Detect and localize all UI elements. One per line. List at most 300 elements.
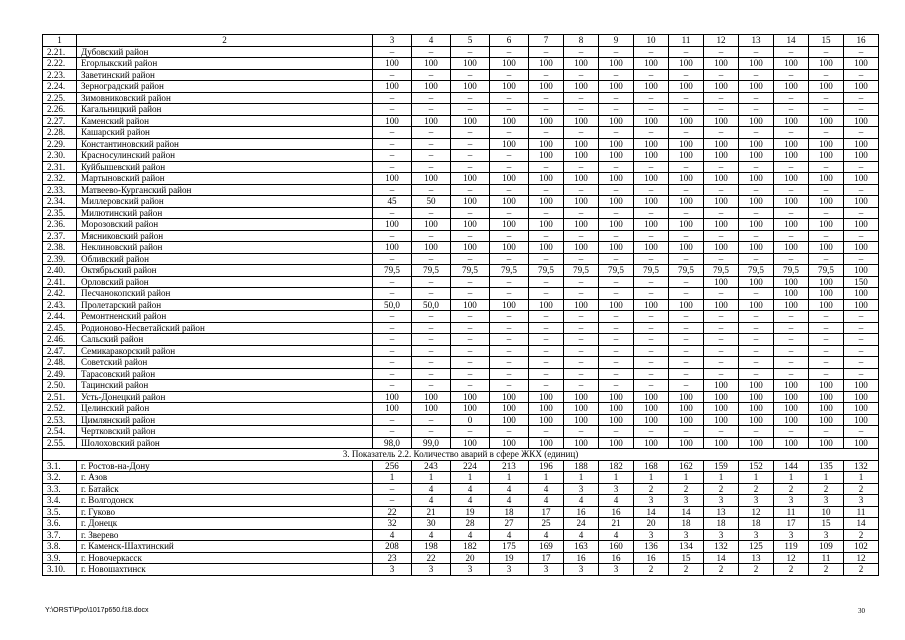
table-cell: – [373, 207, 412, 219]
table-row [43, 322, 879, 334]
table-cell: – [599, 345, 634, 357]
table-cell: – [529, 276, 564, 288]
table-row [43, 127, 879, 139]
table-cell: 100 [704, 276, 739, 288]
column-number: 1 [43, 35, 77, 47]
table-cell: 100 [809, 58, 844, 70]
table-cell: – [704, 69, 739, 81]
table-cell: – [451, 426, 490, 438]
table-cell: 100 [739, 150, 774, 162]
table-cell: 4 [412, 495, 451, 507]
table-cell: 2 [844, 529, 879, 541]
table-cell: – [451, 322, 490, 334]
row-label: Пролетарский район [77, 299, 373, 311]
row-label: г. Гуково [77, 506, 373, 518]
table-cell: 100 [774, 299, 809, 311]
table-cell: 100 [704, 138, 739, 150]
table-cell: – [564, 380, 599, 392]
table-cell: 20 [451, 552, 490, 564]
table-cell: – [451, 46, 490, 58]
row-number: 2.53. [43, 414, 77, 426]
table-cell: 100 [774, 81, 809, 93]
table-cell: 50 [412, 196, 451, 208]
table-cell: 98,0 [373, 437, 412, 449]
table-cell: 4 [412, 483, 451, 495]
table-cell: – [412, 414, 451, 426]
table-cell: 16 [634, 552, 669, 564]
table-cell: – [373, 345, 412, 357]
table-cell: – [634, 104, 669, 116]
table-cell: 30 [412, 518, 451, 530]
table-cell: – [704, 184, 739, 196]
table-cell: – [669, 127, 704, 139]
table-cell: – [451, 380, 490, 392]
table-cell: 100 [704, 403, 739, 415]
row-label: Усть-Донецкий район [77, 391, 373, 403]
table-cell: – [774, 322, 809, 334]
table-cell: 100 [669, 138, 704, 150]
table-cell: – [669, 104, 704, 116]
table-cell: – [599, 104, 634, 116]
section-heading-row [43, 449, 879, 461]
table-row [43, 564, 879, 576]
table-row [43, 161, 879, 173]
table-cell: 100 [774, 219, 809, 231]
table-cell: 16 [564, 506, 599, 518]
row-number: 3.2. [43, 472, 77, 484]
table-cell: – [529, 322, 564, 334]
table-cell: – [599, 334, 634, 346]
row-number: 2.27. [43, 115, 77, 127]
table-cell: 4 [451, 495, 490, 507]
table-cell: 100 [844, 288, 879, 300]
table-cell: 3 [809, 529, 844, 541]
table-cell: 100 [412, 115, 451, 127]
table-cell: – [774, 253, 809, 265]
table-cell: 100 [564, 403, 599, 415]
table-row [43, 518, 879, 530]
table-cell: – [634, 207, 669, 219]
table-cell: – [739, 104, 774, 116]
table-row [43, 288, 879, 300]
row-number: 2.29. [43, 138, 77, 150]
table-row [43, 529, 879, 541]
row-label: Обливский район [77, 253, 373, 265]
row-number: 2.45. [43, 322, 77, 334]
row-label: Миллеровский район [77, 196, 373, 208]
table-cell: 100 [634, 219, 669, 231]
table-cell: 100 [490, 196, 529, 208]
table-cell: – [844, 161, 879, 173]
table-cell: – [739, 127, 774, 139]
table-cell: 17 [774, 518, 809, 530]
table-cell: 1 [844, 472, 879, 484]
row-number: 2.52. [43, 403, 77, 415]
row-number: 2.38. [43, 242, 77, 254]
table-cell: 14 [844, 518, 879, 530]
row-number: 3.6. [43, 518, 77, 530]
table-cell: – [373, 230, 412, 242]
table-cell: 100 [774, 391, 809, 403]
table-cell: – [809, 104, 844, 116]
table-cell: – [669, 46, 704, 58]
table-cell: – [739, 345, 774, 357]
table-cell: – [373, 322, 412, 334]
table-cell: – [412, 380, 451, 392]
row-label: Заветинский район [77, 69, 373, 81]
table-cell: – [529, 311, 564, 323]
table-cell: 100 [634, 391, 669, 403]
table-cell: 50,0 [412, 299, 451, 311]
table-cell: 1 [490, 472, 529, 484]
table-cell: – [634, 230, 669, 242]
table-cell: 224 [451, 460, 490, 472]
table-cell: 28 [451, 518, 490, 530]
table-cell: – [373, 127, 412, 139]
table-cell: 100 [599, 403, 634, 415]
column-number: 3 [373, 35, 412, 47]
table-cell: 100 [809, 81, 844, 93]
table-cell: 14 [634, 506, 669, 518]
row-label: Неклиновский район [77, 242, 373, 254]
table-cell: – [844, 357, 879, 369]
table-cell: – [599, 46, 634, 58]
table-cell: 100 [774, 58, 809, 70]
table-row [43, 115, 879, 127]
table-cell: – [704, 230, 739, 242]
table-cell: – [529, 92, 564, 104]
table-cell: 3 [564, 483, 599, 495]
table-cell: 100 [634, 150, 669, 162]
row-label: Морозовский район [77, 219, 373, 231]
row-number: 2.36. [43, 219, 77, 231]
table-cell: 100 [704, 299, 739, 311]
table-cell: – [490, 380, 529, 392]
table-cell: 3 [634, 495, 669, 507]
table-cell: – [669, 69, 704, 81]
table-cell: – [490, 334, 529, 346]
table-cell: 100 [669, 414, 704, 426]
table-cell: 1 [529, 472, 564, 484]
table-row [43, 311, 879, 323]
row-number: 3.9. [43, 552, 77, 564]
table-cell: – [412, 92, 451, 104]
section-heading: 3. Показатель 2.2. Количество аварий в сфере ЖКХ (единиц) [43, 449, 879, 461]
row-label: г. Зверево [77, 529, 373, 541]
table-cell: 100 [564, 437, 599, 449]
table-cell: – [529, 426, 564, 438]
table-cell: 100 [634, 173, 669, 185]
table-cell: 100 [451, 196, 490, 208]
table-cell: – [774, 184, 809, 196]
table-cell: – [669, 334, 704, 346]
table-cell: 102 [844, 541, 879, 553]
row-label: Мясниковский район [77, 230, 373, 242]
table-row [43, 196, 879, 208]
table-row [43, 207, 879, 219]
row-label: Матвеево-Курганский район [77, 184, 373, 196]
table-cell: – [564, 69, 599, 81]
row-label: Тацинский район [77, 380, 373, 392]
table-cell: 22 [412, 552, 451, 564]
row-label: Чертковский район [77, 426, 373, 438]
table-cell: 100 [529, 196, 564, 208]
column-number: 5 [451, 35, 490, 47]
table-cell: – [412, 127, 451, 139]
table-cell: – [739, 92, 774, 104]
table-cell: 100 [704, 391, 739, 403]
table-cell: 21 [599, 518, 634, 530]
table-cell: 100 [599, 299, 634, 311]
row-label: г. Ростов-на-Дону [77, 460, 373, 472]
row-label: Советский район [77, 357, 373, 369]
table-cell: – [809, 92, 844, 104]
table-cell: 4 [451, 483, 490, 495]
table-cell: – [564, 334, 599, 346]
table-cell: 2 [774, 483, 809, 495]
table-row [43, 345, 879, 357]
table-cell: – [373, 46, 412, 58]
table-cell: – [490, 368, 529, 380]
table-cell: – [634, 368, 669, 380]
table-cell: 100 [599, 219, 634, 231]
table-cell: 100 [809, 288, 844, 300]
table-cell: – [809, 184, 844, 196]
row-number: 2.25. [43, 92, 77, 104]
table-cell: 100 [809, 115, 844, 127]
table-cell: 100 [809, 414, 844, 426]
table-cell: – [529, 345, 564, 357]
table-cell: 100 [844, 81, 879, 93]
table-cell: 100 [739, 115, 774, 127]
table-cell: 100 [739, 391, 774, 403]
table-cell: – [634, 276, 669, 288]
table-cell: – [599, 161, 634, 173]
table-cell: – [599, 184, 634, 196]
table-cell: 2 [634, 564, 669, 576]
table-cell: 100 [669, 391, 704, 403]
table-cell: – [704, 322, 739, 334]
table-cell: 100 [529, 115, 564, 127]
table-cell: 100 [373, 81, 412, 93]
table-cell: – [412, 334, 451, 346]
table-cell: – [490, 288, 529, 300]
table-cell: – [774, 161, 809, 173]
table-cell: 100 [844, 150, 879, 162]
table-cell: – [669, 380, 704, 392]
table-cell: – [599, 253, 634, 265]
table-row [43, 58, 879, 70]
table-cell: – [564, 46, 599, 58]
table-cell: – [412, 311, 451, 323]
table-cell: – [599, 230, 634, 242]
column-number: 9 [599, 35, 634, 47]
table-cell: – [373, 253, 412, 265]
table-cell: 4 [529, 495, 564, 507]
table-cell: – [373, 104, 412, 116]
table-cell: 100 [529, 437, 564, 449]
table-cell: 100 [704, 81, 739, 93]
table-cell: – [373, 276, 412, 288]
table-cell: 100 [634, 299, 669, 311]
table-row [43, 460, 879, 472]
table-cell: – [774, 104, 809, 116]
table-cell: 100 [451, 403, 490, 415]
table-cell: – [739, 368, 774, 380]
table-cell: 2 [704, 564, 739, 576]
table-cell: – [373, 483, 412, 495]
table-cell: – [564, 230, 599, 242]
table-cell: 100 [529, 242, 564, 254]
table-cell: 16 [599, 506, 634, 518]
row-number: 2.23. [43, 69, 77, 81]
row-number: 2.22. [43, 58, 77, 70]
table-cell: – [809, 334, 844, 346]
table-cell: – [704, 288, 739, 300]
table-row [43, 265, 879, 277]
table-cell: – [634, 380, 669, 392]
table-cell: – [529, 230, 564, 242]
table-cell: 135 [809, 460, 844, 472]
table-cell: 1 [809, 472, 844, 484]
row-label: Цимлянский район [77, 414, 373, 426]
table-cell: 2 [844, 564, 879, 576]
table-cell: 182 [599, 460, 634, 472]
table-cell: 100 [634, 196, 669, 208]
column-number: 11 [669, 35, 704, 47]
table-cell: 3 [704, 529, 739, 541]
table-cell: 100 [490, 58, 529, 70]
table-cell: – [844, 345, 879, 357]
table-cell: 13 [704, 506, 739, 518]
row-number: 2.47. [43, 345, 77, 357]
table-cell: 2 [669, 483, 704, 495]
table-cell: 132 [704, 541, 739, 553]
table-cell: – [739, 69, 774, 81]
table-cell: 100 [809, 391, 844, 403]
table-row [43, 414, 879, 426]
table-cell: 79,5 [490, 265, 529, 277]
table-cell: – [844, 207, 879, 219]
table-cell: – [704, 357, 739, 369]
table-cell: – [490, 207, 529, 219]
table-cell: 100 [669, 150, 704, 162]
table-cell: – [809, 207, 844, 219]
table-cell: 4 [599, 495, 634, 507]
table-cell: 25 [529, 518, 564, 530]
table-cell: – [739, 161, 774, 173]
row-number: 3.10. [43, 564, 77, 576]
table-row [43, 138, 879, 150]
table-cell: 3 [412, 564, 451, 576]
table-cell: 11 [774, 506, 809, 518]
table-cell: 100 [739, 81, 774, 93]
table-cell: – [634, 322, 669, 334]
table-cell: 100 [564, 219, 599, 231]
table-row [43, 426, 879, 438]
table-cell: 1 [412, 472, 451, 484]
table-cell: – [739, 46, 774, 58]
table-row [43, 81, 879, 93]
table-cell: – [809, 322, 844, 334]
table-cell: 100 [490, 414, 529, 426]
table-cell: – [564, 104, 599, 116]
table-cell: – [490, 46, 529, 58]
table-cell: – [490, 150, 529, 162]
table-cell: 100 [529, 403, 564, 415]
table-cell: – [599, 368, 634, 380]
table-cell: – [774, 230, 809, 242]
table-cell: 4 [490, 529, 529, 541]
table-cell: 4 [564, 529, 599, 541]
table-cell: 134 [669, 541, 704, 553]
table-cell: – [599, 92, 634, 104]
row-number: 2.50. [43, 380, 77, 392]
table-cell: – [704, 127, 739, 139]
table-cell: – [451, 368, 490, 380]
table-cell: 79,5 [412, 265, 451, 277]
table-cell: 100 [809, 173, 844, 185]
table-cell: 2 [739, 564, 774, 576]
table-cell: 100 [529, 138, 564, 150]
row-label: Константиновский район [77, 138, 373, 150]
table-cell: 100 [774, 414, 809, 426]
table-cell: – [451, 161, 490, 173]
table-cell: – [373, 495, 412, 507]
table-row [43, 276, 879, 288]
table-cell: 175 [490, 541, 529, 553]
table-cell: – [451, 184, 490, 196]
table-cell: 1 [739, 472, 774, 484]
table-cell: 100 [599, 115, 634, 127]
table-cell: 100 [490, 403, 529, 415]
table-cell: 100 [634, 58, 669, 70]
table-cell: – [451, 288, 490, 300]
table-cell: 109 [809, 541, 844, 553]
table-cell: 23 [373, 552, 412, 564]
table-cell: – [599, 357, 634, 369]
table-cell: – [412, 46, 451, 58]
table-cell: – [809, 161, 844, 173]
table-cell: – [564, 207, 599, 219]
table-row [43, 437, 879, 449]
table-cell: – [490, 92, 529, 104]
table-cell: 100 [490, 173, 529, 185]
table-cell: – [529, 69, 564, 81]
table-cell: – [564, 357, 599, 369]
table-cell: – [412, 253, 451, 265]
table-cell: – [774, 357, 809, 369]
table-row [43, 173, 879, 185]
table-cell: 3 [774, 495, 809, 507]
table-cell: – [373, 184, 412, 196]
table-cell: 100 [809, 403, 844, 415]
table-cell: – [451, 253, 490, 265]
table-cell: – [412, 230, 451, 242]
table-cell: 4 [564, 495, 599, 507]
table-cell: 100 [529, 58, 564, 70]
table-cell: – [634, 426, 669, 438]
row-number: 2.34. [43, 196, 77, 208]
table-cell: 100 [529, 150, 564, 162]
table-cell: – [634, 184, 669, 196]
table-cell: 100 [844, 58, 879, 70]
table-cell: – [412, 207, 451, 219]
table-cell: – [634, 311, 669, 323]
table-cell: 3 [529, 564, 564, 576]
table-cell: – [451, 104, 490, 116]
table-cell: 196 [529, 460, 564, 472]
